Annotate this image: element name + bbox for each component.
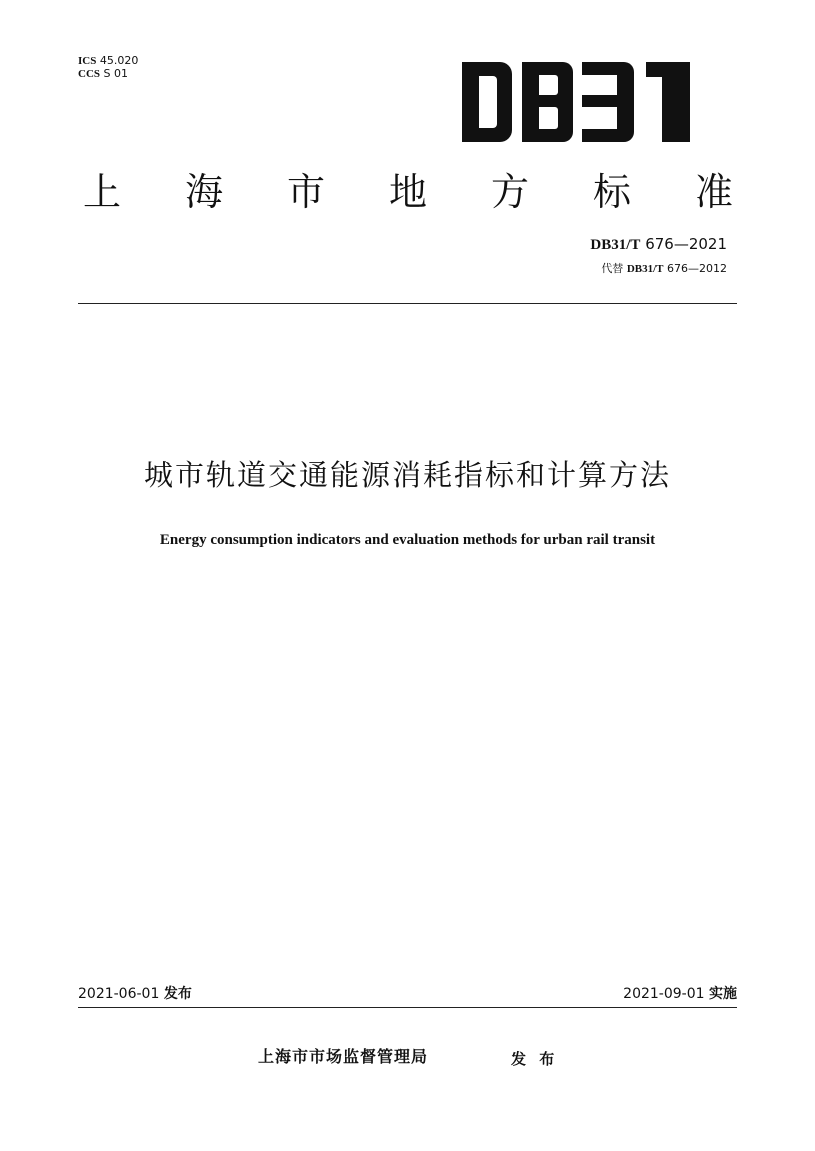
- ics-value: 45.020: [99, 54, 139, 67]
- footer-divider: [78, 1007, 737, 1008]
- header-divider: [78, 303, 737, 304]
- standard-category-char: 地: [388, 170, 427, 214]
- standard-category: [78, 164, 738, 220]
- implement-date-value: 2021-09-01: [623, 986, 705, 1002]
- issuer-name: 上海市市场监督管理局: [258, 1047, 429, 1066]
- standard-category-char: 海: [184, 170, 223, 214]
- replaces-value: 676—2012: [667, 262, 727, 275]
- title-english: Energy consumption indicators and evaluation methods for urban rail transit: [159, 532, 656, 548]
- standard-category-char: 上: [82, 170, 121, 214]
- replaces-standard: [601, 262, 727, 276]
- standard-category-char: 准: [694, 170, 733, 214]
- publish-date: [78, 985, 192, 1003]
- db31-logo: [462, 62, 691, 142]
- standard-category-char: 市: [286, 170, 325, 214]
- ics-code: [78, 54, 138, 68]
- publish-date-value: 2021-06-01: [78, 986, 160, 1002]
- standard-category-char: 标: [592, 170, 631, 214]
- replaces-prefix: DB31/T: [626, 263, 664, 275]
- implement-date-label: 实施: [709, 986, 737, 1002]
- standard-number-prefix: DB31/T: [590, 237, 641, 253]
- standard-number: [590, 235, 727, 254]
- standard-category-char: 方: [490, 170, 529, 214]
- ics-label: ICS: [78, 55, 97, 67]
- standard-number-value: 676—2021: [645, 235, 727, 253]
- title-chinese: 城市轨道交通能源消耗指标和计算方法: [143, 458, 671, 492]
- implement-date: [623, 985, 737, 1003]
- ccs-label: CCS: [78, 68, 101, 80]
- issuer-action: 发 布: [511, 1050, 555, 1068]
- ccs-code: [78, 67, 128, 81]
- replaces-label: 代替: [601, 262, 624, 275]
- ccs-value: S 01: [103, 67, 128, 80]
- publish-date-label: 发布: [163, 986, 192, 1002]
